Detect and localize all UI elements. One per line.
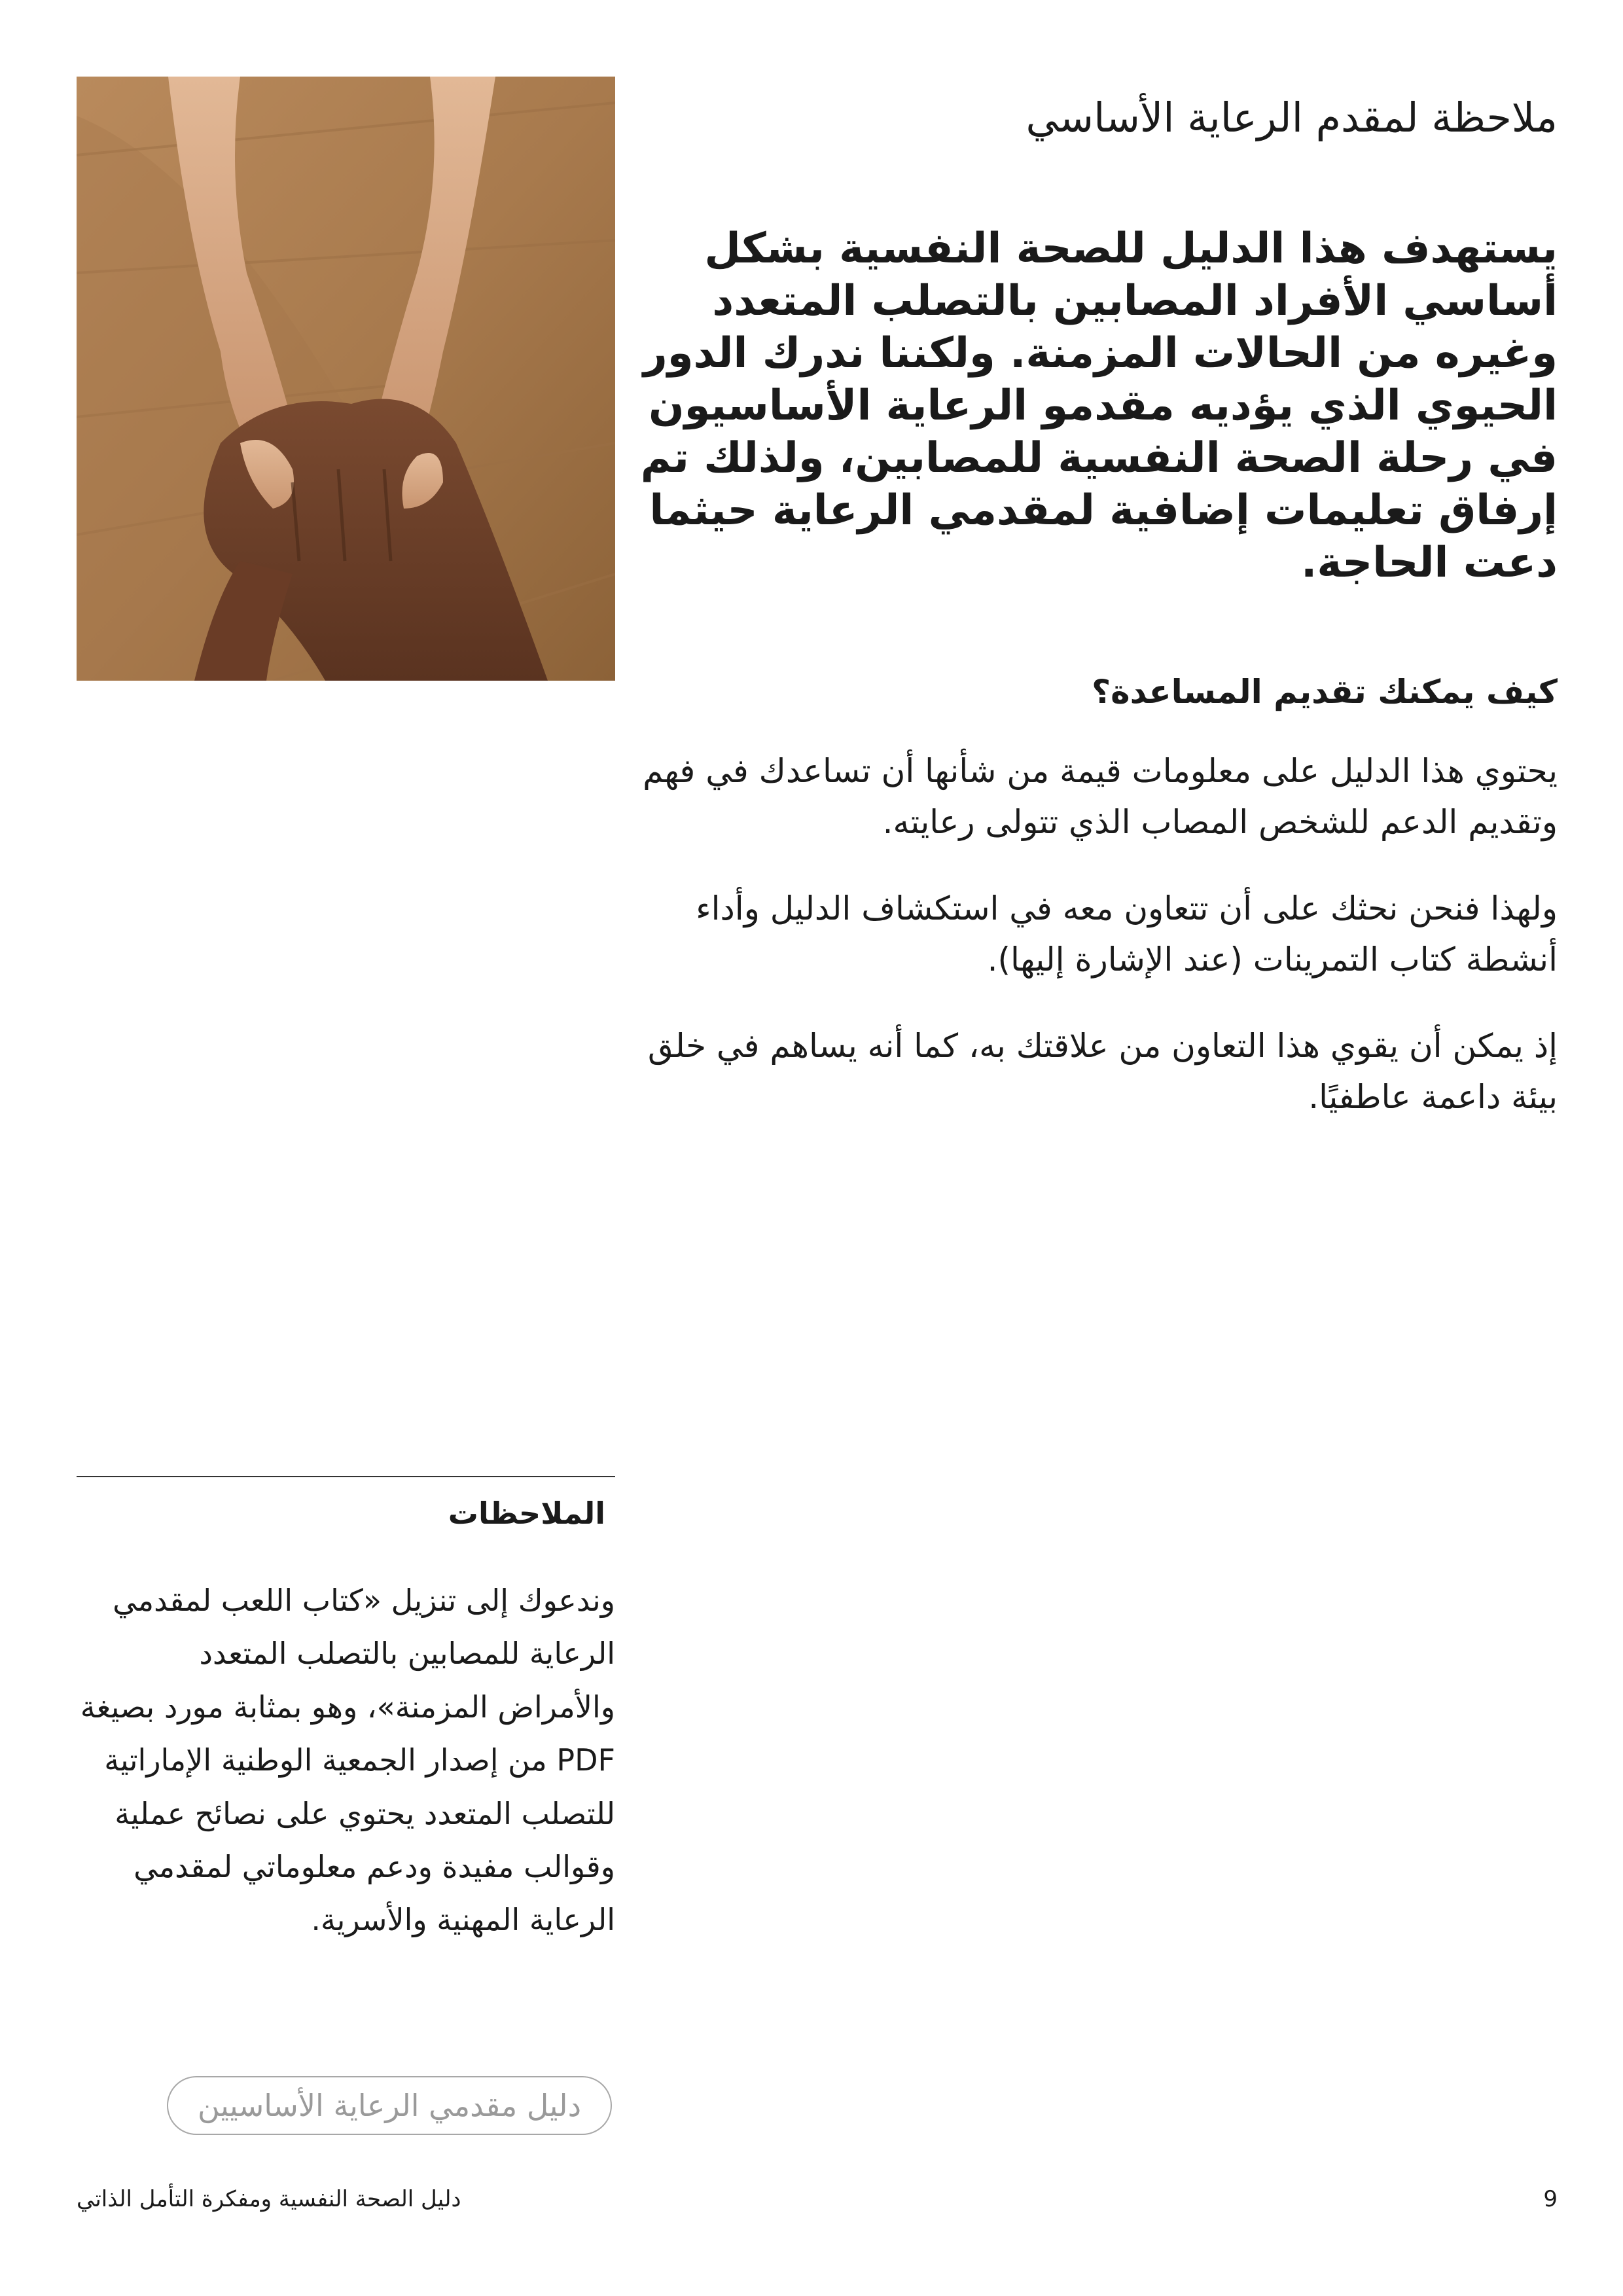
notes-divider	[77, 1476, 615, 1477]
page-title: ملاحظة لمقدم الرعاية الأساسي	[1026, 94, 1558, 141]
guide-label-badge: دليل مقدمي الرعاية الأساسيين	[167, 2076, 612, 2135]
intro-paragraph: يستهدف هذا الدليل للصحة النفسية بشكل أساسي الأفراد المصابين بالتصلب المتعدد وغيره من الحالات المزمنة. ولكننا ندرك الدور الحيوي الذي يؤديه مقدمو الرعاية الأساسيون في رحلة الصحة النفسية للمصابين، ولذلك تم إرفاق تعليمات إضافية لمقدمي الرعاية حيثما دعت الحاجة.	[640, 224, 1558, 587]
footer-title: دليل الصحة النفسية ومفكرة التأمل الذاتي	[77, 2186, 461, 2212]
help-paragraph: ولهذا فنحن نحثك على أن تتعاون معه في استكشاف الدليل وأداء أنشطة كتاب التمرينات (عند الإشارة إليها).	[696, 889, 1558, 978]
notes-heading: الملاحظات	[448, 1496, 605, 1531]
hands-photo	[77, 77, 615, 681]
notes-body: وندعوك إلى تنزيل «كتاب اللعب لمقدمي الرعاية للمصابين بالتصلب المتعدد والأمراض المزمنة»، وهو بمثابة مورد بصيغة PDF من إصدار الجمعية الوطنية الإماراتية للتصلب المتعدد يحتوي على نصائح عملية وقوالب مفيدة ودعم معلوماتي لمقدمي الرعاية المهنية والأسرية.	[80, 1583, 615, 1938]
page-number: 9	[1543, 2186, 1558, 2212]
help-heading: كيف يمكنك تقديم المساعدة؟	[1092, 673, 1558, 711]
help-paragraph: يحتوي هذا الدليل على معلومات قيمة من شأنها أن تساعدك في فهم وتقديم الدعم للشخص المصاب الذي تتولى رعايته.	[643, 752, 1558, 841]
help-paragraph: إذ يمكن أن يقوي هذا التعاون من علاقتك به، كما أنه يساهم في خلق بيئة داعمة عاطفيًا.	[647, 1027, 1558, 1116]
